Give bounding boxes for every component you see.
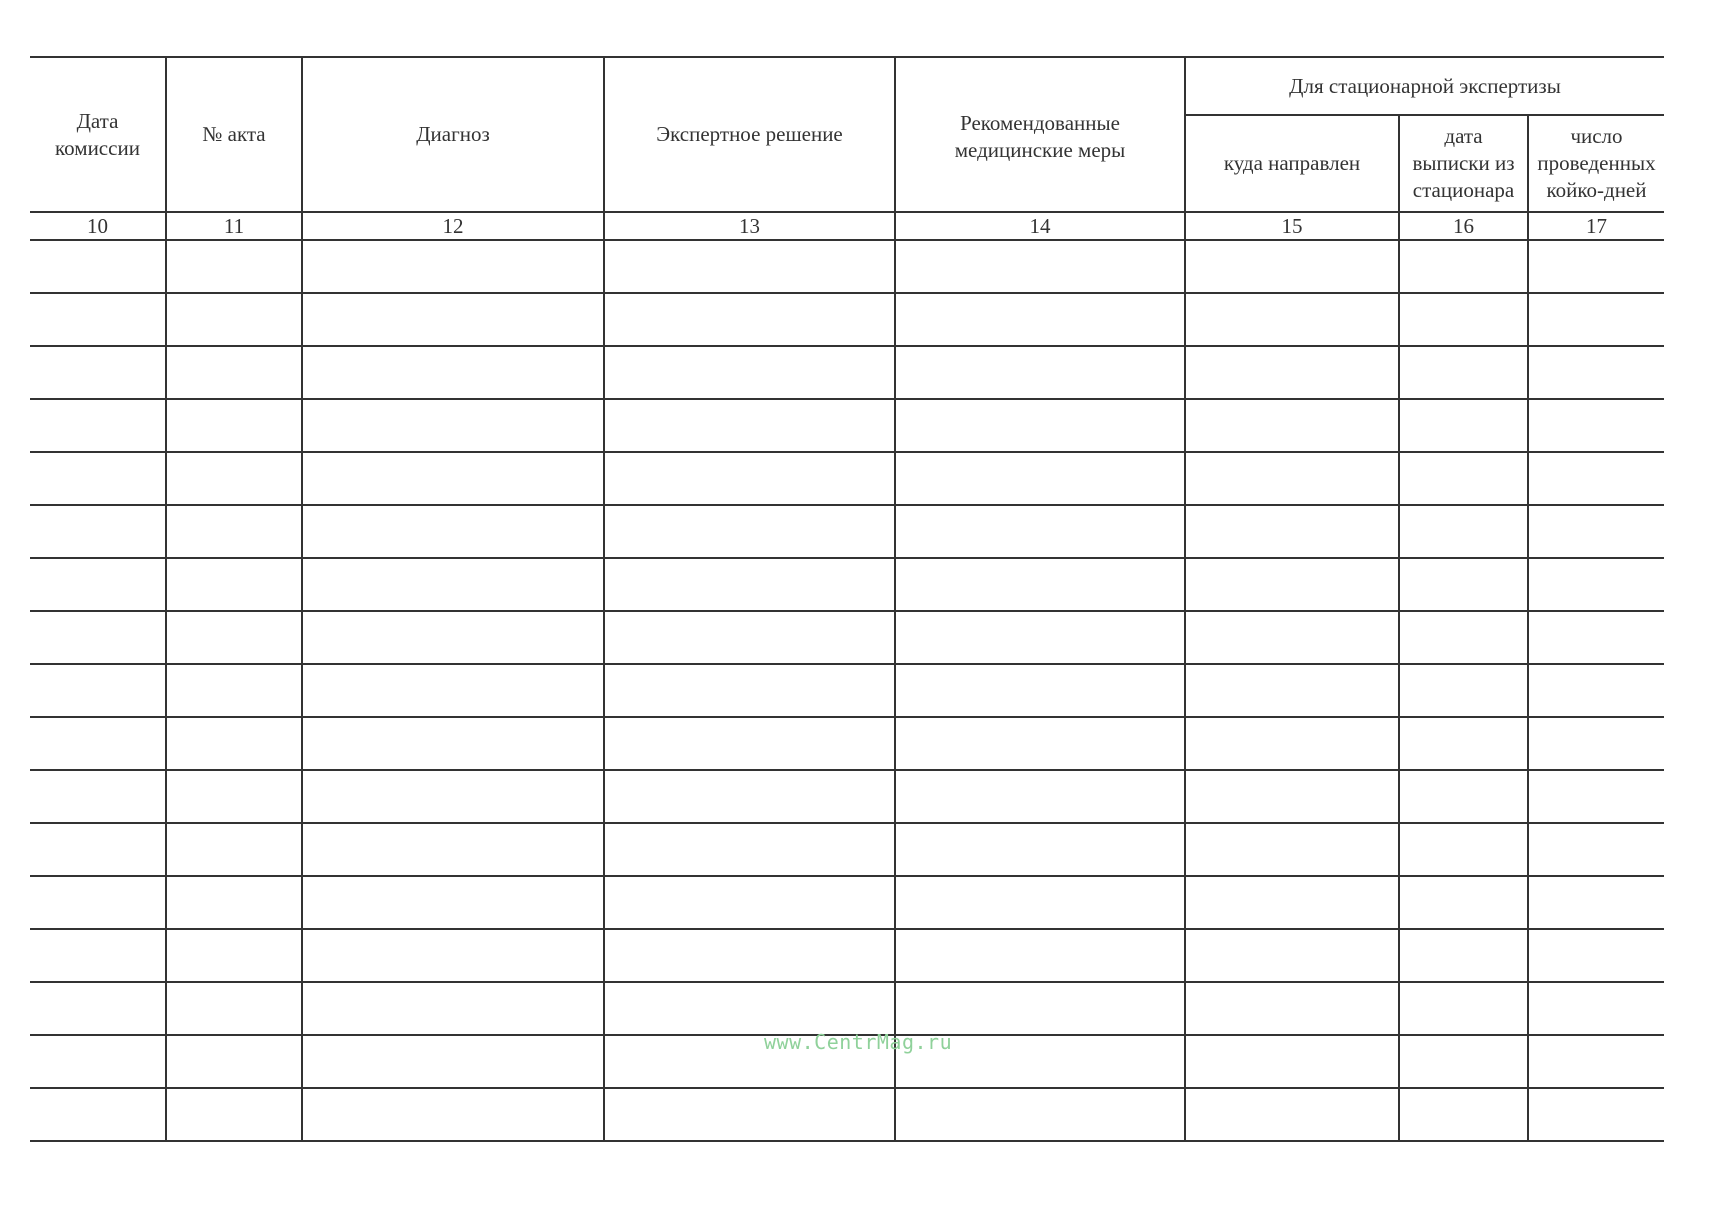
table-cell[interactable] — [895, 452, 1185, 505]
table-cell[interactable] — [1185, 770, 1399, 823]
table-cell[interactable] — [604, 452, 895, 505]
table-cell[interactable] — [1185, 399, 1399, 452]
header-act-number-label: № акта — [202, 122, 266, 146]
table-cell[interactable] — [1528, 293, 1664, 346]
table-cell[interactable] — [30, 1035, 166, 1088]
table-cell[interactable] — [1185, 664, 1399, 717]
table-cell[interactable] — [302, 982, 604, 1035]
table-cell[interactable] — [1185, 346, 1399, 399]
table-cell[interactable] — [1399, 929, 1528, 982]
table-cell[interactable] — [30, 346, 166, 399]
table-row — [30, 346, 1664, 399]
table-cell[interactable] — [302, 558, 604, 611]
table-cell[interactable] — [30, 293, 166, 346]
table-cell[interactable] — [1399, 240, 1528, 293]
table-cell[interactable] — [1399, 664, 1528, 717]
table-cell[interactable] — [30, 452, 166, 505]
table-cell[interactable] — [604, 346, 895, 399]
table-cell[interactable] — [302, 823, 604, 876]
header-diagnosis — [302, 57, 604, 212]
table-cell[interactable] — [1185, 1088, 1399, 1141]
header-inpatient-group — [1185, 57, 1664, 115]
table-cell[interactable] — [166, 770, 302, 823]
column-number-row — [30, 212, 1664, 240]
table-cell[interactable] — [302, 240, 604, 293]
table-cell[interactable] — [895, 770, 1185, 823]
table-cell[interactable] — [1528, 346, 1664, 399]
header-bed-days — [1528, 115, 1664, 212]
table-cell[interactable] — [1399, 1035, 1528, 1088]
column-number: 10 — [30, 212, 166, 240]
table-body — [30, 212, 1664, 1141]
table-row — [30, 876, 1664, 929]
table-row — [30, 452, 1664, 505]
table-cell[interactable] — [30, 770, 166, 823]
table-cell[interactable] — [30, 611, 166, 664]
table-cell[interactable] — [604, 664, 895, 717]
table-cell[interactable] — [166, 929, 302, 982]
table-cell[interactable] — [30, 505, 166, 558]
table-cell[interactable] — [30, 558, 166, 611]
table-cell[interactable] — [1528, 452, 1664, 505]
table-cell[interactable] — [166, 346, 302, 399]
table-cell[interactable] — [604, 505, 895, 558]
column-number: 16 — [1399, 212, 1528, 240]
column-number: 13 — [604, 212, 895, 240]
table-cell[interactable] — [30, 929, 166, 982]
table-cell[interactable] — [1528, 982, 1664, 1035]
table-cell[interactable] — [1528, 558, 1664, 611]
table-cell[interactable] — [1185, 505, 1399, 558]
table-row — [30, 505, 1664, 558]
table-cell[interactable] — [604, 717, 895, 770]
table-cell[interactable] — [302, 505, 604, 558]
table-cell[interactable] — [302, 770, 604, 823]
header-diagnosis-label: Диагноз — [416, 122, 490, 146]
table-cell[interactable] — [604, 240, 895, 293]
header-expert-decision — [604, 57, 895, 212]
table-cell[interactable] — [302, 399, 604, 452]
table-row — [30, 770, 1664, 823]
header-bed-days-label: число проведенных койко-дней — [1537, 124, 1656, 202]
table-cell[interactable] — [604, 876, 895, 929]
header-date-commission-label: Дата комиссии — [55, 108, 140, 160]
table-cell[interactable] — [1399, 982, 1528, 1035]
table-cell[interactable] — [895, 240, 1185, 293]
table-cell[interactable] — [895, 399, 1185, 452]
table-cell[interactable] — [302, 717, 604, 770]
table-cell[interactable] — [1399, 293, 1528, 346]
table-cell[interactable] — [166, 717, 302, 770]
table-cell[interactable] — [895, 929, 1185, 982]
table-cell[interactable] — [30, 876, 166, 929]
table-cell[interactable] — [302, 876, 604, 929]
table-cell[interactable] — [604, 823, 895, 876]
table-cell[interactable] — [1399, 346, 1528, 399]
table-cell[interactable] — [1185, 717, 1399, 770]
table-cell[interactable] — [895, 346, 1185, 399]
table-cell[interactable] — [166, 1088, 302, 1141]
header-recommended-measures — [895, 57, 1185, 212]
table-cell[interactable] — [166, 240, 302, 293]
table-cell[interactable] — [1528, 399, 1664, 452]
column-number: 17 — [1528, 212, 1664, 240]
table-cell[interactable] — [166, 664, 302, 717]
table-cell[interactable] — [1528, 1088, 1664, 1141]
header-date-commission — [30, 57, 166, 212]
table-cell[interactable] — [1528, 505, 1664, 558]
table-cell[interactable] — [1399, 876, 1528, 929]
table-cell[interactable] — [1399, 399, 1528, 452]
table-cell[interactable] — [302, 1088, 604, 1141]
table-row — [30, 823, 1664, 876]
table-row — [30, 982, 1664, 1035]
table-cell[interactable] — [302, 293, 604, 346]
table-cell[interactable] — [604, 770, 895, 823]
table-cell[interactable] — [1185, 876, 1399, 929]
table-cell[interactable] — [302, 664, 604, 717]
table-cell[interactable] — [302, 611, 604, 664]
table-cell[interactable] — [166, 505, 302, 558]
table-row — [30, 929, 1664, 982]
column-number: 14 — [895, 212, 1185, 240]
table-cell[interactable] — [166, 558, 302, 611]
table-row — [30, 240, 1664, 293]
table-cell[interactable] — [30, 1088, 166, 1141]
table-cell[interactable] — [1185, 823, 1399, 876]
table-cell[interactable] — [166, 876, 302, 929]
table-cell[interactable] — [604, 611, 895, 664]
header-act-number — [166, 57, 302, 212]
table-cell[interactable] — [30, 982, 166, 1035]
table-cell[interactable] — [1528, 770, 1664, 823]
table-cell[interactable] — [166, 823, 302, 876]
watermark: www.CentrMag.ru — [764, 1030, 953, 1054]
table-cell[interactable] — [604, 558, 895, 611]
table-cell[interactable] — [302, 1035, 604, 1088]
table-cell[interactable] — [895, 823, 1185, 876]
table-row — [30, 1088, 1664, 1141]
table-cell[interactable] — [1399, 717, 1528, 770]
table-cell[interactable] — [604, 399, 895, 452]
table-row — [30, 399, 1664, 452]
table-cell[interactable] — [1399, 770, 1528, 823]
table-cell[interactable] — [895, 1088, 1185, 1141]
table-row — [30, 717, 1664, 770]
table-cell[interactable] — [30, 399, 166, 452]
table-cell[interactable] — [895, 293, 1185, 346]
table-cell[interactable] — [1185, 293, 1399, 346]
header-referred-to — [1185, 115, 1399, 212]
header-referred-to-label: куда направлен — [1223, 151, 1361, 175]
header-discharge-date — [1399, 115, 1528, 212]
table-cell[interactable] — [1185, 611, 1399, 664]
table-row — [30, 558, 1664, 611]
header-expert-decision-label: Экспертное решение — [656, 122, 843, 146]
table-cell[interactable] — [1185, 1035, 1399, 1088]
table-cell[interactable] — [1399, 823, 1528, 876]
table-cell[interactable] — [1528, 664, 1664, 717]
table-cell[interactable] — [30, 717, 166, 770]
table-cell[interactable] — [166, 452, 302, 505]
table-cell[interactable] — [302, 929, 604, 982]
table-cell[interactable] — [166, 611, 302, 664]
table-cell[interactable] — [302, 346, 604, 399]
header-recommended-measures-label: Рекомендованные медицинские меры — [954, 111, 1126, 162]
table-cell[interactable] — [30, 240, 166, 293]
table-cell[interactable] — [604, 929, 895, 982]
table-cell[interactable] — [166, 293, 302, 346]
table-cell[interactable] — [166, 399, 302, 452]
table-row — [30, 611, 1664, 664]
table-cell[interactable] — [1528, 240, 1664, 293]
table-cell[interactable] — [895, 505, 1185, 558]
table-cell[interactable] — [1185, 982, 1399, 1035]
table-cell[interactable] — [1185, 929, 1399, 982]
table-cell[interactable] — [1399, 452, 1528, 505]
table-cell[interactable] — [30, 823, 166, 876]
table-cell[interactable] — [166, 982, 302, 1035]
table-cell[interactable] — [1528, 876, 1664, 929]
commission-journal-table — [30, 56, 1664, 1142]
table-cell[interactable] — [895, 558, 1185, 611]
table-cell[interactable] — [1185, 452, 1399, 505]
table-cell[interactable] — [604, 982, 895, 1035]
column-number: 15 — [1185, 212, 1399, 240]
table-cell[interactable] — [1528, 611, 1664, 664]
table-cell[interactable] — [1399, 505, 1528, 558]
table-cell[interactable] — [1399, 1088, 1528, 1141]
table-cell[interactable] — [1185, 558, 1399, 611]
header-inpatient-group-label: Для стационарной экспертизы — [1289, 73, 1561, 98]
table-cell[interactable] — [895, 717, 1185, 770]
column-number: 12 — [302, 212, 604, 240]
table-cell[interactable] — [895, 664, 1185, 717]
table-cell[interactable] — [1399, 611, 1528, 664]
table-cell[interactable] — [604, 293, 895, 346]
table-cell[interactable] — [1399, 558, 1528, 611]
table-cell[interactable] — [1528, 929, 1664, 982]
table-cell[interactable] — [1185, 240, 1399, 293]
header-discharge-date-label: дата выписки из стационара — [1412, 124, 1515, 202]
table-cell[interactable] — [30, 664, 166, 717]
table-cell[interactable] — [166, 1035, 302, 1088]
column-number: 11 — [166, 212, 302, 240]
table-row — [30, 664, 1664, 717]
table-cell[interactable] — [1528, 823, 1664, 876]
table-cell[interactable] — [895, 611, 1185, 664]
table-cell[interactable] — [604, 1088, 895, 1141]
table-cell[interactable] — [1528, 717, 1664, 770]
table-cell[interactable] — [895, 876, 1185, 929]
table-cell[interactable] — [302, 452, 604, 505]
table-cell[interactable] — [1528, 1035, 1664, 1088]
table-row — [30, 293, 1664, 346]
table-cell[interactable] — [895, 982, 1185, 1035]
